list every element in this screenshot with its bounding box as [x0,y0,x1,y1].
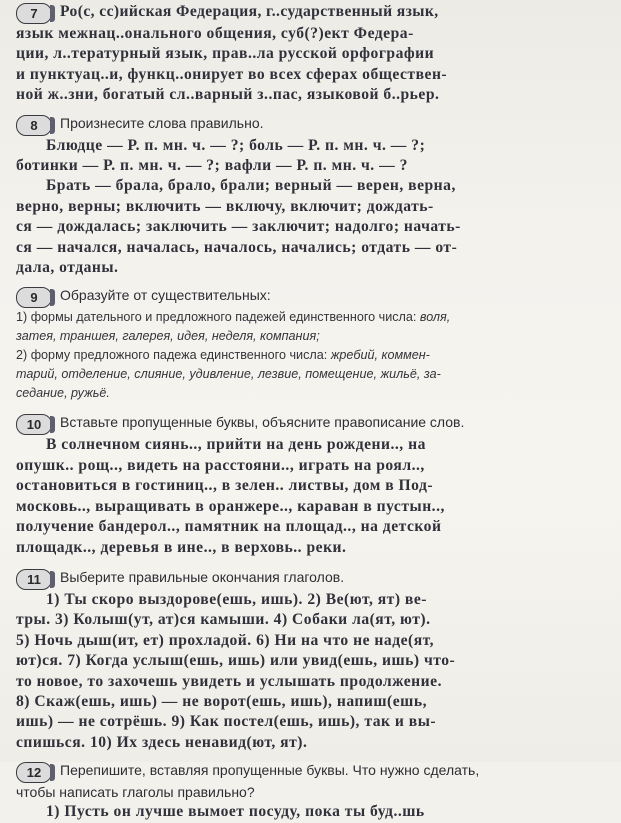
exercise-text-line: Ро(с, сс)ийская Федерация, г..сударственный язык, [60,3,439,20]
exercise-number: 10 [16,414,52,435]
exercise-text-line [16,346,615,365]
exercise-text-line: 1) Ты скоро выздорове(ешь, ишь). 2) Ве(ют, ят) ве- [46,590,427,608]
task-text: 2) форму предложного падежа единственного числа: [16,348,331,363]
exercise-7-head [16,2,615,24]
exercise-7 [16,2,615,106]
exercise-11 [16,568,615,753]
exercise-text-line: спишься. 10) Их здесь ненавид(ют, ят). [16,733,308,751]
exercise-number: 8 [16,115,52,136]
exercise-text-line [16,308,615,327]
exercise-text-line: ной ж..зни, богатый сл..варный з..пас, языковой б..рьер. [16,86,440,104]
word-list: воля, [419,310,451,325]
exercise-text-line: В солнечном сиянь.., прийти на день рождени.., на [46,436,426,454]
exercise-text-line: площадк.., деревья в ине.., в верховь.. реки. [16,538,347,556]
exercise-text-line: верно, верны; включить — включу, включит; дождать- [16,197,434,215]
exercise-text-line: язык межнац..онального общения, суб(?)ект Федера- [16,25,414,42]
exercise-number: 12 [16,762,52,783]
exercise-9-head [16,286,615,308]
exercise-10-head [16,413,615,435]
exercise-11-head [16,568,615,590]
exercise-instruction: Образуйте от существительных: [60,287,271,304]
exercise-text-line: Брать — брала, брало, брали; верный — верен, верна, [46,177,456,195]
exercise-instruction: Вставьте пропущенные буквы, объясните правописание слов. [60,414,465,431]
exercise-text-line: московь.., выращивать в оранжере.., караван в пустын.., [16,497,445,515]
exercise-instruction: чтобы написать глаголы правильно? [16,784,255,801]
exercise-number: 11 [16,569,52,590]
exercise-text-line: ботинки — Р. п. мн. ч. — ?; вафли — Р. п. мн. ч. — ? [16,157,408,175]
exercise-text-line: ся — дождалась; заключить — заключит; надолго; начать- [16,218,461,236]
word-list: затея, траншея, галерея, идея, неделя, компания; [16,329,320,344]
exercise-8 [16,114,615,279]
word-list: тарий, отделение, слияние, удивление, лезвие, помещение, жильё, за- [16,367,441,382]
word-list: жребий, коммен- [330,348,430,363]
exercise-text-line: 5) Ночь дыш(ит, ет) прохладой. 6) Ни на что не наде(ят, [16,631,435,649]
exercise-12-head [16,761,615,783]
task-text: 1) формы дательного и предложного падежей единственного числа: [16,310,420,325]
exercise-text-line: и пунктуац..и, функц..онирует во всех сферах обществен- [16,65,448,83]
exercise-text-line: тры. 3) Колыш(ут, ат)ся камыши. 4) Собаки ла(ят, ют). [16,611,431,629]
exercise-number: 7 [16,3,52,24]
exercise-12 [16,761,615,822]
exercise-instruction: Перепишите, вставляя пропущенные буквы. Что нужно сделать, [60,762,480,779]
exercise-8-head [16,114,615,136]
exercise-text-line: ишь) — не сотрёшь. 9) Как постел(ешь, ишь), так и вы- [16,713,437,731]
exercise-10 [16,413,615,557]
exercise-text-line: 8) Скаж(ешь, ишь) — не ворот(ешь, ишь), напиш(ешь, [16,692,427,710]
exercise-9 [16,286,615,403]
exercise-text-line: ют)ся. 7) Когда услыш(ешь, ишь) или увид(ешь, ишь) что- [16,652,456,670]
exercise-number: 9 [16,287,52,308]
exercise-text-line: остановиться в гостиниц.., в зелен.. листвы, дом в Под- [16,477,434,495]
exercise-text-line: Блюдце — Р. п. мн. ч. — ?; боль — Р. п. мн. ч. — ?; [46,136,426,154]
exercise-text-line: то новое, то захочешь увидеть и услышать продолжение. [16,672,442,690]
exercise-text-line: дала, отданы. [16,259,119,277]
exercise-text-line: ся — начался, началась, началось, начались; отдать — от- [16,238,458,256]
exercise-text-line: 1) Пусть он лучше вымоет посуду, пока ты буд..шь [46,803,425,821]
word-list: седание, ружьё. [16,386,110,401]
exercise-instruction: Выберите правильные окончания глаголов. [60,568,345,585]
exercise-instruction: Произнесите слова правильно. [60,114,264,131]
exercise-text-line: опушк.. рощ.., видеть на расстояни.., играть на роял.., [16,456,425,474]
exercise-text-line: получение бандерол.., памятник на площад.., на детской [16,518,442,536]
exercise-text-line: ции, л..тературный язык, прав..ла русской орфографии [16,45,435,63]
